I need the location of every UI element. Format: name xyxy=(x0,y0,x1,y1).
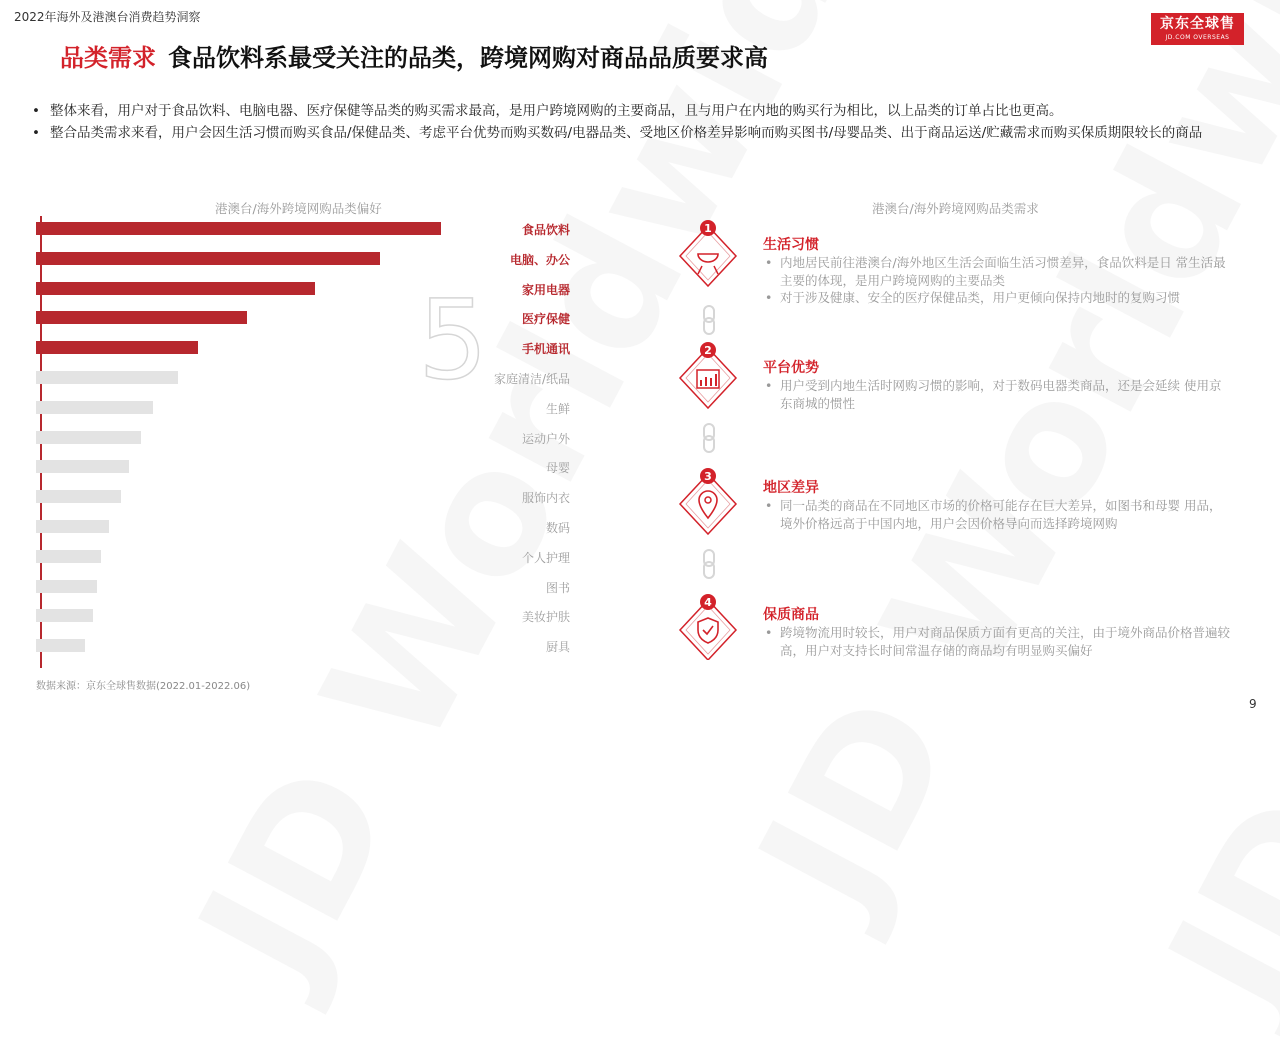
category-label: 家庭清洁/纸品 xyxy=(493,372,570,386)
demand-points xyxy=(763,377,1233,412)
category-label: 服饰内衣 xyxy=(521,491,570,506)
logo-subtitle: JD.COM OVERSEAS xyxy=(1165,34,1230,41)
category-label: 图书 xyxy=(545,580,570,595)
bullet-item: • 整体来看，用户对于食品饮料、电脑电器、医疗保健等品类的购买需求最高，是用户跨境网购的主要商品，且与用户在内地的购买行为相比，以上品类的订单占比也更高。 xyxy=(30,100,1245,122)
chain-link-icon xyxy=(704,550,714,578)
chart-bar xyxy=(36,252,380,265)
category-label: 医疗保健 xyxy=(521,312,570,327)
chart-bar xyxy=(36,341,198,354)
chart-bar xyxy=(36,550,101,563)
demand-point: • 同一品类的商品在不同地区市场的价格可能存在巨大差异，如图书和母婴 用品，境外价格远高于中国内地，用户会因价格导向而选择跨境网购 xyxy=(763,497,1233,532)
page-number: 9 xyxy=(1249,697,1257,711)
demand-title: 地区差异 xyxy=(763,480,819,496)
demand-point: • 跨境物流用时较长，用户对商品保质方面有更高的关注，由于境外商品价格普遍较高，用户对支持长时间常温存储的商品均有明显购买偏好 xyxy=(763,624,1233,659)
chart-bar xyxy=(36,222,441,235)
demand-section-title: 港澳台/海外跨境网购品类需求 xyxy=(872,201,1039,216)
bullet-item: • 整合品类需求来看，用户会因生活习惯而购买食品/保健品类、考虑平台优势而购买数码/电器品类、受地区价格差异影响而购买图书/母婴品类、出于商品运送/贮藏需求而购买保质期限较长的商品 xyxy=(30,122,1245,144)
chart-bar xyxy=(36,490,121,503)
heading-text: 食品饮料系最受关注的品类，跨境网购对商品品质要求高 xyxy=(168,44,768,72)
chart-bar xyxy=(36,580,97,593)
step-number: 3 xyxy=(704,470,712,483)
growth-chart-icon xyxy=(680,342,736,408)
demand-title: 保质商品 xyxy=(763,607,819,623)
category-label: 家用电器 xyxy=(521,282,570,297)
logo-name: 京东全球售 xyxy=(1160,16,1235,32)
demand-icons xyxy=(660,220,760,660)
report-title: 2022年海外及港澳台消费趋势洞察 xyxy=(14,10,201,24)
chart-bar xyxy=(36,371,178,384)
shield-check-icon xyxy=(680,594,736,660)
category-label: 生鲜 xyxy=(545,401,570,416)
chart-bar xyxy=(36,282,315,295)
chart-bar xyxy=(36,431,141,444)
category-label: 运动户外 xyxy=(521,431,570,446)
heading-keyword: 品类需求 xyxy=(60,44,156,72)
step-number: 1 xyxy=(704,222,712,235)
chart-bar xyxy=(36,639,85,652)
chart-bar xyxy=(36,401,153,414)
step-number: 2 xyxy=(704,344,712,357)
category-label: 厨具 xyxy=(545,640,570,655)
demand-point: • 用户受到内地生活时网购习惯的影响，对于数码电器类商品，还是会延续 使用京东商城的惯性 xyxy=(763,377,1233,412)
demand-title: 平台优势 xyxy=(763,360,819,376)
demand-points xyxy=(763,497,1233,532)
step-number: 4 xyxy=(704,596,712,609)
data-source: 数据来源：京东全球售数据(2022.01-2022.06) xyxy=(36,681,251,692)
chart-bar xyxy=(36,311,247,324)
chain-link-icon xyxy=(704,306,714,334)
chart-bar xyxy=(36,609,93,622)
chart-title: 港澳台/海外跨境网购品类偏好 xyxy=(215,201,382,216)
category-label: 个人护理 xyxy=(521,550,570,565)
demand-point: • 内地居民前往港澳台/海外地区生活会面临生活习惯差异，食品饮料是日 常生活最主要的体现，是用户跨境网购的主要品类 xyxy=(763,254,1233,289)
grill-icon xyxy=(680,220,736,286)
category-label: 电脑、办公 xyxy=(509,252,570,267)
chain-link-icon xyxy=(704,424,714,452)
location-pin-icon xyxy=(680,468,736,534)
category-label: 美妆护肤 xyxy=(521,610,570,625)
demand-point: • 对于涉及健康、安全的医疗保健品类，用户更倾向保持内地时的复购习惯 xyxy=(763,289,1233,307)
category-label: 食品饮料 xyxy=(521,223,570,237)
chart-bar xyxy=(36,460,129,473)
category-label: 母婴 xyxy=(545,461,570,476)
big-number: 5 xyxy=(418,276,488,404)
demand-points xyxy=(763,624,1233,659)
demand-title: 生活习惯 xyxy=(763,237,819,253)
category-label: 手机通讯 xyxy=(521,342,570,357)
demand-points xyxy=(763,254,1233,307)
chart-bar xyxy=(36,520,109,533)
category-label: 数码 xyxy=(545,521,570,535)
